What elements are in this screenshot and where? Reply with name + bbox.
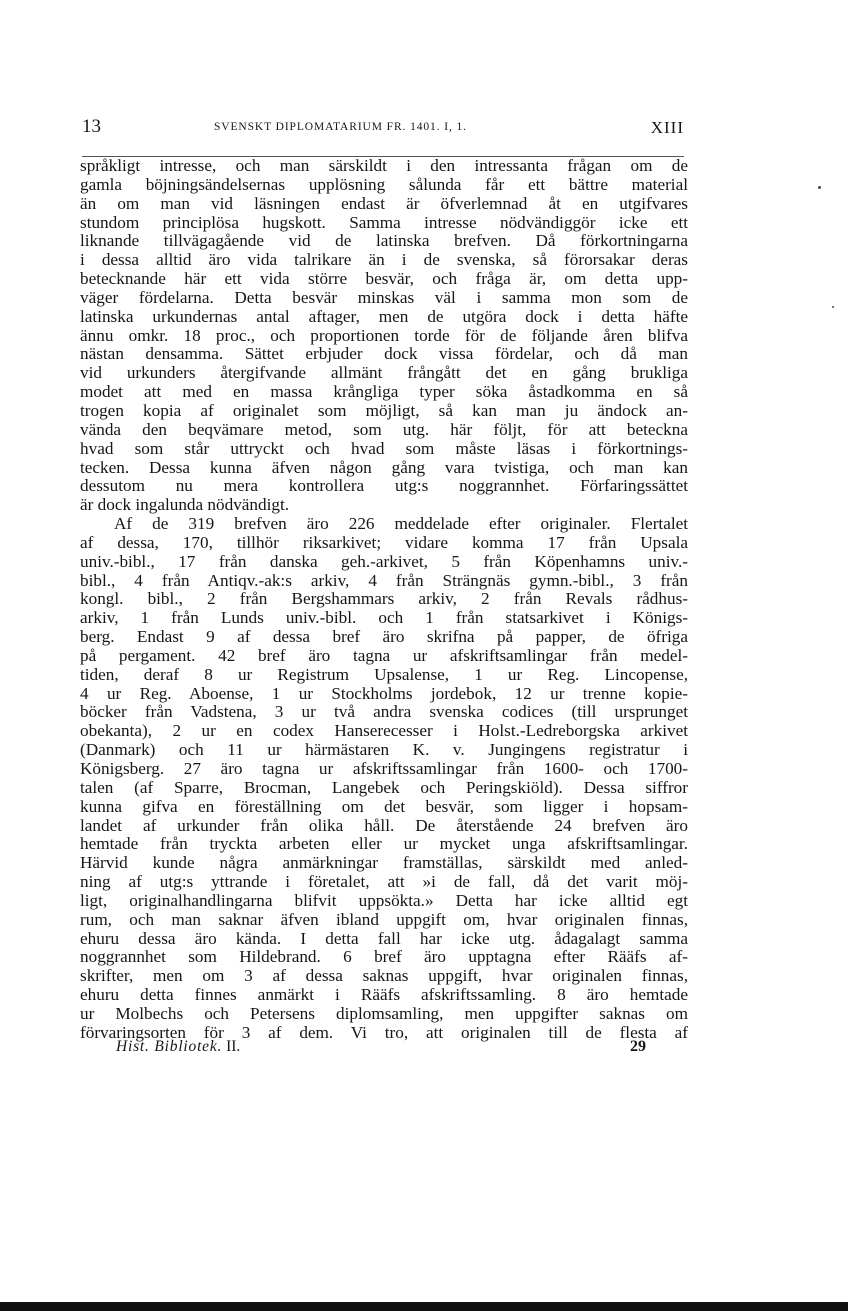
roman-page-number: XIII — [650, 118, 684, 137]
text-line: trogen kopia af originalet som möjligt, så kan man ju ändock an- — [80, 400, 688, 420]
text-line: latinska urkundernas antal aftager, men de utgöra dock i detta häfte — [80, 306, 688, 326]
text-line: är dock ingalunda nödvändigt. — [80, 495, 290, 515]
text-line: univ.-bibl., 17 från danska geh.-arkivet, 5 från Köpenhamns univ.- — [80, 551, 688, 571]
text-line: kunna gifva en föreställning om det besvär, som ligger i hopsam- — [80, 796, 688, 816]
text-line: Härvid kunde några anmärkningar framställas, särskildt med anled- — [80, 853, 688, 873]
text-line: Königsberg. 27 äro tagna ur afskriftssamlingar från 1600- och 1700- — [80, 759, 688, 778]
text-line: ligt, originalhandlingarna blifvit uppsökta.» Detta har icke alltid egt — [80, 890, 688, 910]
page-footer — [116, 1038, 646, 1060]
text-line: landet af urkunder från olika håll. De återstående 24 brefven äro — [80, 815, 688, 835]
text-line: ehuru dessa äro kända. I detta fall har icke utg. ådagalagt samma — [80, 928, 688, 948]
text-line: vända den beqvämare metod, som utg. här följt, för att beteckna — [80, 419, 688, 439]
text-line: nästan densamma. Sättet erbjuder dock vissa fördelar, och då man — [80, 344, 688, 364]
text-line: af dessa, 170, tillhör riksarkivet; vidare komma 17 från Upsala — [80, 532, 688, 552]
text-line: rum, och man saknar äfven ibland uppgift om, hvar originalen finnas, — [80, 909, 688, 929]
text-line: hemtade från tryckta arbeten eller ur mycket unga afskriftsamlingar. — [80, 834, 688, 854]
text-line: skrifter, men om 3 af dessa saknas uppgift, hvar originalen finnas, — [80, 966, 688, 986]
text-line: berg. Endast 9 af dessa bref äro skrifna på papper, de öfriga — [80, 627, 688, 647]
text-line: ännu omkr. 18 proc., och proportionen torde för de följande åren blifva — [80, 325, 688, 345]
text-line: stundom principlösa hugskott. Samma intresse nödvändiggör icke ett — [80, 212, 688, 232]
text-line: dessutom nu mera kontrollera utg:s noggrannhet. Förfaringssättet — [80, 476, 688, 496]
text-line: (Danmark) och 11 ur härmästaren K. v. Jungingens registratur i — [80, 740, 688, 760]
text-line: modet att med en massa krångliga typer söka åstadkomma en så — [80, 382, 688, 402]
text-line: liknande tillvägagående vid de latinska brefven. Då förkortningarna — [80, 231, 688, 251]
scan-speck — [818, 186, 821, 189]
text-line: i dessa alltid äro vida talrikare än i de svenska, så förorsakar deras — [80, 250, 688, 270]
text-line: ning af utg:s yttrande i företalet, att »i de fall, då det varit möj- — [80, 872, 688, 892]
series-label — [116, 1038, 240, 1056]
volume-number: II. — [226, 1038, 241, 1055]
text-line: bibl., 4 från Antiqv.-ak:s arkiv, 4 från Strängnäs gymn.-bibl., 3 från — [80, 570, 688, 590]
text-line: vid urkunders återgifvande allmänt frångått det en gång brukliga — [80, 363, 688, 383]
text-line: än om man vid läsningen endast är öfverlemnad åt en utgifvares — [80, 193, 688, 213]
text-line: arkiv, 1 från Lunds univ.-bibl. och 1 från statsarkivet i Königs- — [80, 608, 688, 628]
text-line: tecken. Dessa kunna äfven någon gång vara tvistiga, och man kan — [80, 457, 688, 477]
text-line: på pergament. 42 bref äro tagna ur afskriftsamlingar från medel- — [80, 645, 688, 665]
scan-speck — [832, 306, 834, 308]
text-line: förvaringsorten för 3 af dem. Vi tro, att originalen till de flesta af — [80, 1022, 688, 1042]
text-line: ur Molbechs och Petersens diplomsamling, men uppgifter saknas om — [80, 1003, 688, 1023]
text-line: kongl. bibl., 2 från Bergshammars arkiv, 2 från Revals rådhus- — [80, 589, 688, 609]
signature-mark: 29 — [630, 1038, 646, 1055]
text-line: betecknande här ett vida större besvär, och fråga är, om detta upp- — [80, 269, 688, 289]
page-number: 13 — [82, 116, 101, 137]
body-text — [80, 157, 688, 1043]
text-line: hvad som står uttryckt och hvad som måste läsas i förkortnings- — [80, 438, 688, 458]
text-line: gamla böjningsändelsernas upplösning sålunda får ett bättre material — [80, 174, 688, 194]
running-title: SVENSKT DIPLOMATARIUM FR. 1401. I, 1. — [214, 121, 467, 133]
scan-edge-bar — [0, 1302, 848, 1311]
text-line: väger fördelarna. Detta besvär minskas väl i samma mon som de — [80, 287, 688, 307]
text-line: obekanta), 2 ur en codex Hanserecesser i Holst.-Ledreborgska arkivet — [80, 721, 688, 741]
text-line: tiden, deraf 8 ur Registrum Upsalense, 1 ur Reg. Lincopense, — [80, 664, 688, 684]
text-line: böcker från Vadstena, 3 ur två andra svenska codices (till ursprunget — [80, 702, 688, 722]
series-title: Hist. Bibliotek. — [116, 1038, 223, 1055]
running-header — [82, 116, 684, 140]
paragraph-start-line: Af de 319 brefven äro 226 meddelade efter originaler. Flertalet — [114, 514, 688, 534]
text-line: 4 ur Reg. Aboense, 1 ur Stockholms jordebok, 12 ur trenne kopie- — [80, 683, 688, 703]
text-line: språkligt intresse, och man särskildt i den intressanta frågan om de — [80, 156, 688, 175]
text-line: noggrannhet som Hildebrand. 6 bref äro upptagna efter Rääfs af- — [80, 947, 688, 967]
text-line: talen (af Sparre, Brocman, Langebek och Peringskiöld). Dessa siffror — [80, 777, 688, 797]
text-line: ehuru detta finnes anmärkt i Rääfs afskriftssamling. 8 äro hemtade — [80, 985, 688, 1005]
